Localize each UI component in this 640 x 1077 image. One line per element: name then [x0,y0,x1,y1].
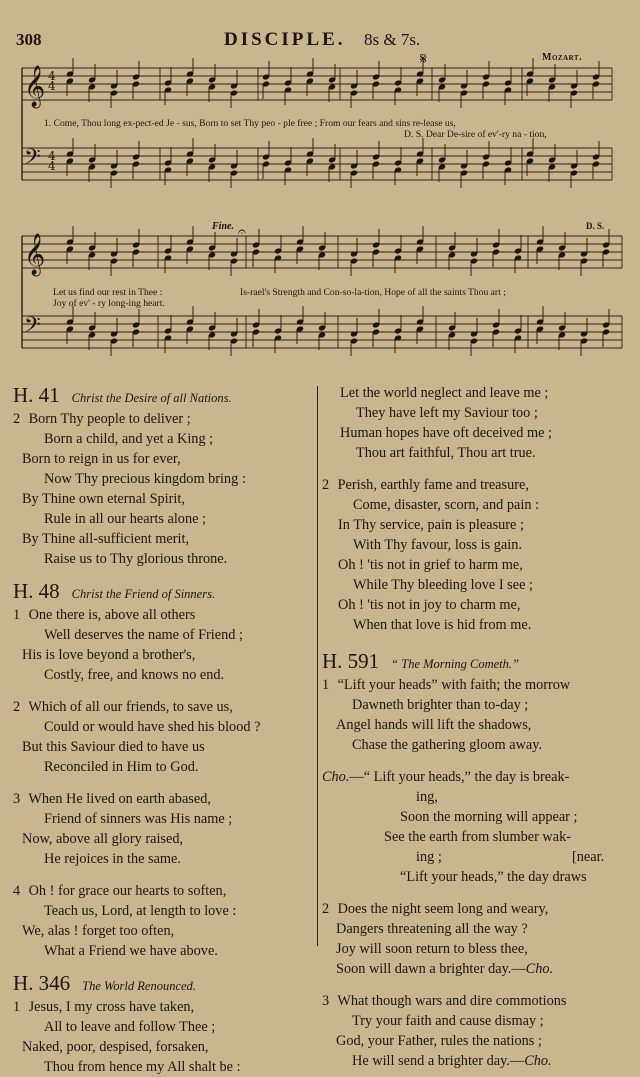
verse-line: 1 Jesus, I my cross have taken, [13,999,195,1015]
verse-line: By Thine all-sufficient merit, [22,531,190,547]
verse-line: By Thine own eternal Spirit, [22,491,185,507]
verse-line: What a Friend we have above. [44,943,218,959]
hymn-48-heading [13,579,313,605]
verse-line: See the earth from slumber wak- [384,829,571,845]
hymn-591-verse-1 [322,675,632,755]
chorus-label: Cho. [322,769,350,785]
verse-line: Raise us to Thy glorious throne. [44,551,228,567]
svg-text:𝄢: 𝄢 [24,313,41,343]
svg-text:𝄐: 𝄐 [238,224,246,240]
chorus-ref: Cho. [524,1053,552,1069]
verse-line: His is love beyond a brother's, [22,647,196,663]
hymn-346-verse-1-cont [322,383,632,463]
verse-line: Now, above all glory raised, [22,831,184,847]
verse-line: Oh ! 'tis not in joy to charm me, [338,597,521,613]
verse-line: Naked, poor, despised, forsaken, [22,1039,209,1055]
right-column [322,383,632,1071]
verse-number: 2 [13,411,21,427]
hymn-591-chorus [322,767,632,887]
verse-line: 3 When He lived on earth abased, [13,791,211,807]
verse-line: Thou art faithful, Thou art true. [356,445,536,461]
verse-number: 2 [322,477,330,493]
verse-line: Could or would have shed his blood ? [44,719,261,735]
hymn-346-verse-1 [13,997,313,1077]
verse-line: Rule in all our hearts alone ; [44,511,206,527]
verse-line: 2 Born Thy people to deliver ; [13,411,191,427]
verse-line: Reconciled in Him to God. [44,759,199,775]
verse-line: Well deserves the name of Friend ; [44,627,243,643]
verse-line: Try your faith and cause dismay ; [352,1013,544,1029]
svg-text:𝄢: 𝄢 [24,145,41,175]
verse-number: 3 [13,791,21,807]
hymn-number: H. 591 [322,649,380,673]
verse-line: Joy will soon return to bless thee, [336,941,528,957]
verse-line: ing, [416,789,438,805]
verse-line: 2 Perish, earthly fame and treasure, [322,477,529,493]
svg-text:4: 4 [48,159,56,173]
hymn-number: H. 41 [13,383,60,407]
hymn-591-verse-2 [322,899,632,979]
hymn-346-verse-2 [322,475,632,635]
verse-line: Friend of sinners was His name ; [44,811,233,827]
column-divider [317,386,318,946]
hymn-41-heading [13,383,313,409]
meter: 8s & 7s. [364,30,421,49]
verse-line: Teach us, Lord, at length to love : [44,903,237,919]
verse-line: All to leave and follow Thee ; [44,1019,216,1035]
music-score [0,0,640,370]
verse-number: 4 [13,883,21,899]
hymn-number: H. 48 [13,579,60,603]
verse-line: We, alas ! forget too often, [22,923,175,939]
verse-line: ing ; [near. [416,849,605,865]
verse-line: While Thy bleeding love I see ; [353,577,533,593]
hymn-48-verse-2 [13,697,313,777]
verse-line: Cho.—“ Lift your heads,” the day is break- [322,769,570,785]
verse-line: Thou from hence my All shalt be : [44,1059,241,1075]
verse-line: Dangers threatening all the way ? [336,921,528,937]
fine-marking: Fine. [212,221,234,232]
verse-line: 3 What though wars and dire commotions [322,993,567,1009]
verse-line: 2 Which of all our friends, to save us, [13,699,233,715]
lyric-line-2-cont: Is-rael's Strength and Con-so-la-tion, Hope of all the saints Thou art ; [240,287,506,298]
verse-line: Chase the gathering gloom away. [352,737,543,753]
verse-line: But this Saviour died to have us [22,739,205,755]
verse-line: With Thy favour, loss is gain. [353,537,522,553]
tune-name: DISCIPLE. [224,29,346,50]
hymn-48-verse-4 [13,881,313,961]
hymn-41-verse [13,409,313,569]
verse-line: In Thy service, pain is pleasure ; [338,517,524,533]
verse-line: He rejoices in the same. [44,851,181,867]
left-column [13,383,313,1077]
verse-number: 1 [13,999,21,1015]
hymn-number: H. 346 [13,971,71,995]
verse-number: 1 [13,607,21,623]
verse-line: Let the world neglect and leave me ; [340,385,549,401]
hymn-591-verse-3 [322,991,632,1071]
verse-line: 2 Does the night seem long and weary, [322,901,549,917]
verse-line: Angel hands will lift the shadows, [336,717,532,733]
verse-line: He will send a brighter day.—Cho. [352,1053,552,1069]
hymn-346-heading [13,971,313,997]
svg-text:4: 4 [48,149,56,163]
verse-line: Dawneth brighter than to-day ; [352,697,529,713]
svg-text:𝄞: 𝄞 [24,234,46,275]
hymn-48-verse-3 [13,789,313,869]
hymn-subtitle: Christ the Desire of all Nations. [71,391,232,405]
verse-number: 2 [13,699,21,715]
svg-text:𝄞: 𝄞 [24,66,46,107]
verse-line: Soon the morning will appear ; [400,809,578,825]
verse-line: Come, disaster, scorn, and pain : [353,497,540,513]
verse-line: Born a child, and yet a King ; [44,431,214,447]
lyric-line-2: Let us find our rest in Thee : [53,287,163,298]
verse-line: 1 One there is, above all others [13,607,196,623]
verse-line: They have left my Saviour too ; [356,405,538,421]
svg-text:4: 4 [48,79,56,93]
composer-credit: Mozart. [542,52,583,63]
verse-line: Born to reign in us for ever, [22,451,181,467]
lyric-line-1-ds: D. S. Dear De-sire of ev'-ry na - tion, [404,129,547,140]
verse-line: Oh ! 'tis not in grief to harm me, [338,557,523,573]
verse-line: “Lift your heads,” the day draws [400,869,587,885]
lyric-line-2-ds: Joy of ev' - ry long-ing heart. [53,298,165,309]
verse-line: Now Thy precious kingdom bring : [44,471,246,487]
verse-line: God, your Father, rules the nations ; [336,1033,542,1049]
verse-line: Soon will dawn a brighter day.—Cho. [336,961,554,977]
ds-marking: D. S. [586,221,605,231]
verse-number: 3 [322,993,330,1009]
svg-text:4: 4 [48,69,56,83]
hymn-subtitle: “ The Morning Cometh.” [391,657,519,671]
verse-line: 1 “Lift your heads” with faith; the morrow [322,677,571,693]
chorus-ref: Cho. [525,961,554,977]
verse-line: Human hopes have oft deceived me ; [340,425,552,441]
hymn-subtitle: The World Renounced. [82,979,196,993]
verse-number: 2 [322,901,330,917]
hymn-591-heading [322,649,632,675]
page-number: 308 [16,30,42,49]
verse-line: When that love is hid from me. [353,617,532,633]
lyric-line-1: 1. Come, Thou long ex-pect-ed Je - sus, Born to set Thy peo - ple free ; From our fears and sins re-lease us, [44,118,456,129]
svg-text:𝄋: 𝄋 [420,49,427,68]
hymn-48-verse-1 [13,605,313,685]
verse-number: 1 [322,677,330,693]
verse-line: 4 Oh ! for grace our hearts to soften, [13,883,227,899]
hymn-subtitle: Christ the Friend of Sinners. [71,587,216,601]
verse-line: Costly, free, and knows no end. [44,667,225,683]
